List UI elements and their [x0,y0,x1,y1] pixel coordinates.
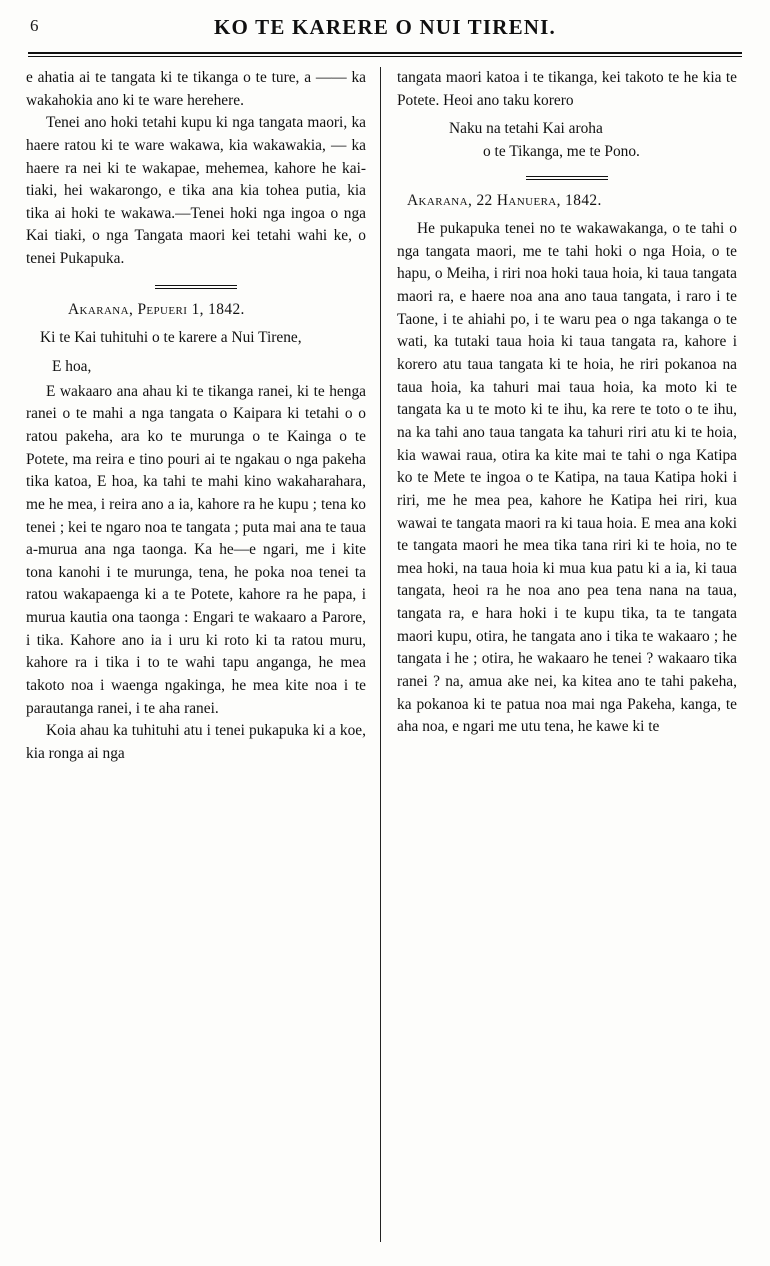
masthead [26,14,744,48]
paragraph: e ahatia ai te tangata ki te tikanga o te ture, a —— ka wakahokia ano ki te ware herehere. [26,69,366,109]
paragraph: He pukapuka tenei no te wakawakanga, o te tahi o nga tangata maori, me te tahi hoki o nga Hoia, o te hapu, o Meiha, i riri noa hoki taua hoia, ki taua tangata maori ra, e haere noa ana ano taua tangata, i raro i te Taone, i te ahiahi po, i te waru pea o nga takanga o te wati, ka tutaki taua hoia ki taua tangata ra, kahore i korero atu taua tangata ki te hoia, he riri pokanoa na taua hoia, ka tahuri mai taua hoia, ka moto ki te tangata ka u te moto ki te ihu, ka rere te toto o te ihu, na ka tahi ano taua tangata ka tahuri riri atu ki te hoia, kia wawai raua, otira ka kite mai te tahi o nga Katipa ko te Mete te ingoa o te Katipa, na taua Katipa hoki i riri, me he mea pea, kahore he Katipa hei riri, kua wawai te tangata maori ra ki taua hoia. E mea ana koki te tangata maori he mea tika tana riri ki te hoia, no te mea hoki, na taua hoia ki mua kua patu ki a ia, ki taua tangata, heoi ra he noa ano pea tena nana na taua, tangata ra, e hara hoki i te kupu tika, ta te tangata maori kupu, otira, he tangata ano i tika te wakaaro ; he tangata i he ; otira, he wakaaro he tenei ? wakaaro tika ranei ? na, amua ake nei, ka kitea ano te tahi pakeha, ka pokanoa ki te patua noa mai nga Pakeha, kanga, te aha noa, e ngari me utu tena, he kawe ki te [397,220,737,736]
masthead-title: KO TE KARERE O NUI TIRENI. [214,15,556,39]
letter-signoff-line2: o te Tikanga, me te Pono. [483,142,640,160]
dateline: Akarana, Pepueri 1, 1842. [68,300,245,318]
left-column [26,67,380,1247]
dateline: Akarana, 22 Hanuera, 1842. [407,191,602,209]
letter-signoff-line1: Naku na tetahi Kai aroha [449,120,603,138]
letter-addressee: Ki te Kai tuhituhi o te karere a Nui Tirene, [40,329,302,347]
paragraph: Tenei ano hoki tetahi kupu ki nga tangata maori, ka haere ratou ki te ware wakawa, kia wakawakia, — ka haere ra nei ki te wakapae, mehemea, kahore he kai-tiaki, hei wakarongo, e tika ana kia tohea putia, kia tika ai hoki te wakawa.—Tenei hoki nga ingoa o nga Kai tiaki, o nga Tangata maori kei tetahi wahi ke, o tenei Pukapuka. [26,114,366,268]
masthead-rule [28,52,742,54]
masthead-rule-thin [28,56,742,57]
column-container [26,67,744,1247]
paragraph: Koia ahau ka tuhituhi atu i tenei pukapuka ki a koe, kia ronga ai nga [26,722,366,762]
letter-salutation: E hoa, [52,358,92,376]
paragraph: E wakaaro ana ahau ki te tikanga ranei, ki te henga ranei o te mahi a nga tangata o Kaipara ki tetahi o o ratou pakeha, ara ko te murunga o te Kainga o te Potete, ma reira e tino pouri ai te ngakau o nga pakeha tika katoa, E hoa, ka tahi te mahi kino wakaharahara, me he mea, i reira ano a ia, kahore ra he kupu ; tena ko tenei ; kei te ngaro noa te tangata ; puta mai ana te taua a-murua ana nga taonga. Ka he—e ngari, me i kite tona kanohi i te murunga, tena, he poka noa tenei ta ratou wakapaenga ki a te Potete, kahore ra he papa, i murua kautia ona taonga : Engari te wakaaro a Parore, i tika. Kahore ano ia i uru ki roto ki ta ratou muru, kahore ra i tika i to te wahi tapu anganga, he mea takoto noa i waenga ngakinga, he mea kite noa i te parautanga ranei, i te aha ranei. [26,382,366,717]
page-number: 6 [30,16,39,35]
section-divider [155,285,237,289]
section-divider [526,176,608,180]
right-column [381,67,737,1247]
paragraph: tangata maori katoa i te tikanga, kei takoto te he kia te Potete. Heoi ano taku korero [397,69,737,109]
